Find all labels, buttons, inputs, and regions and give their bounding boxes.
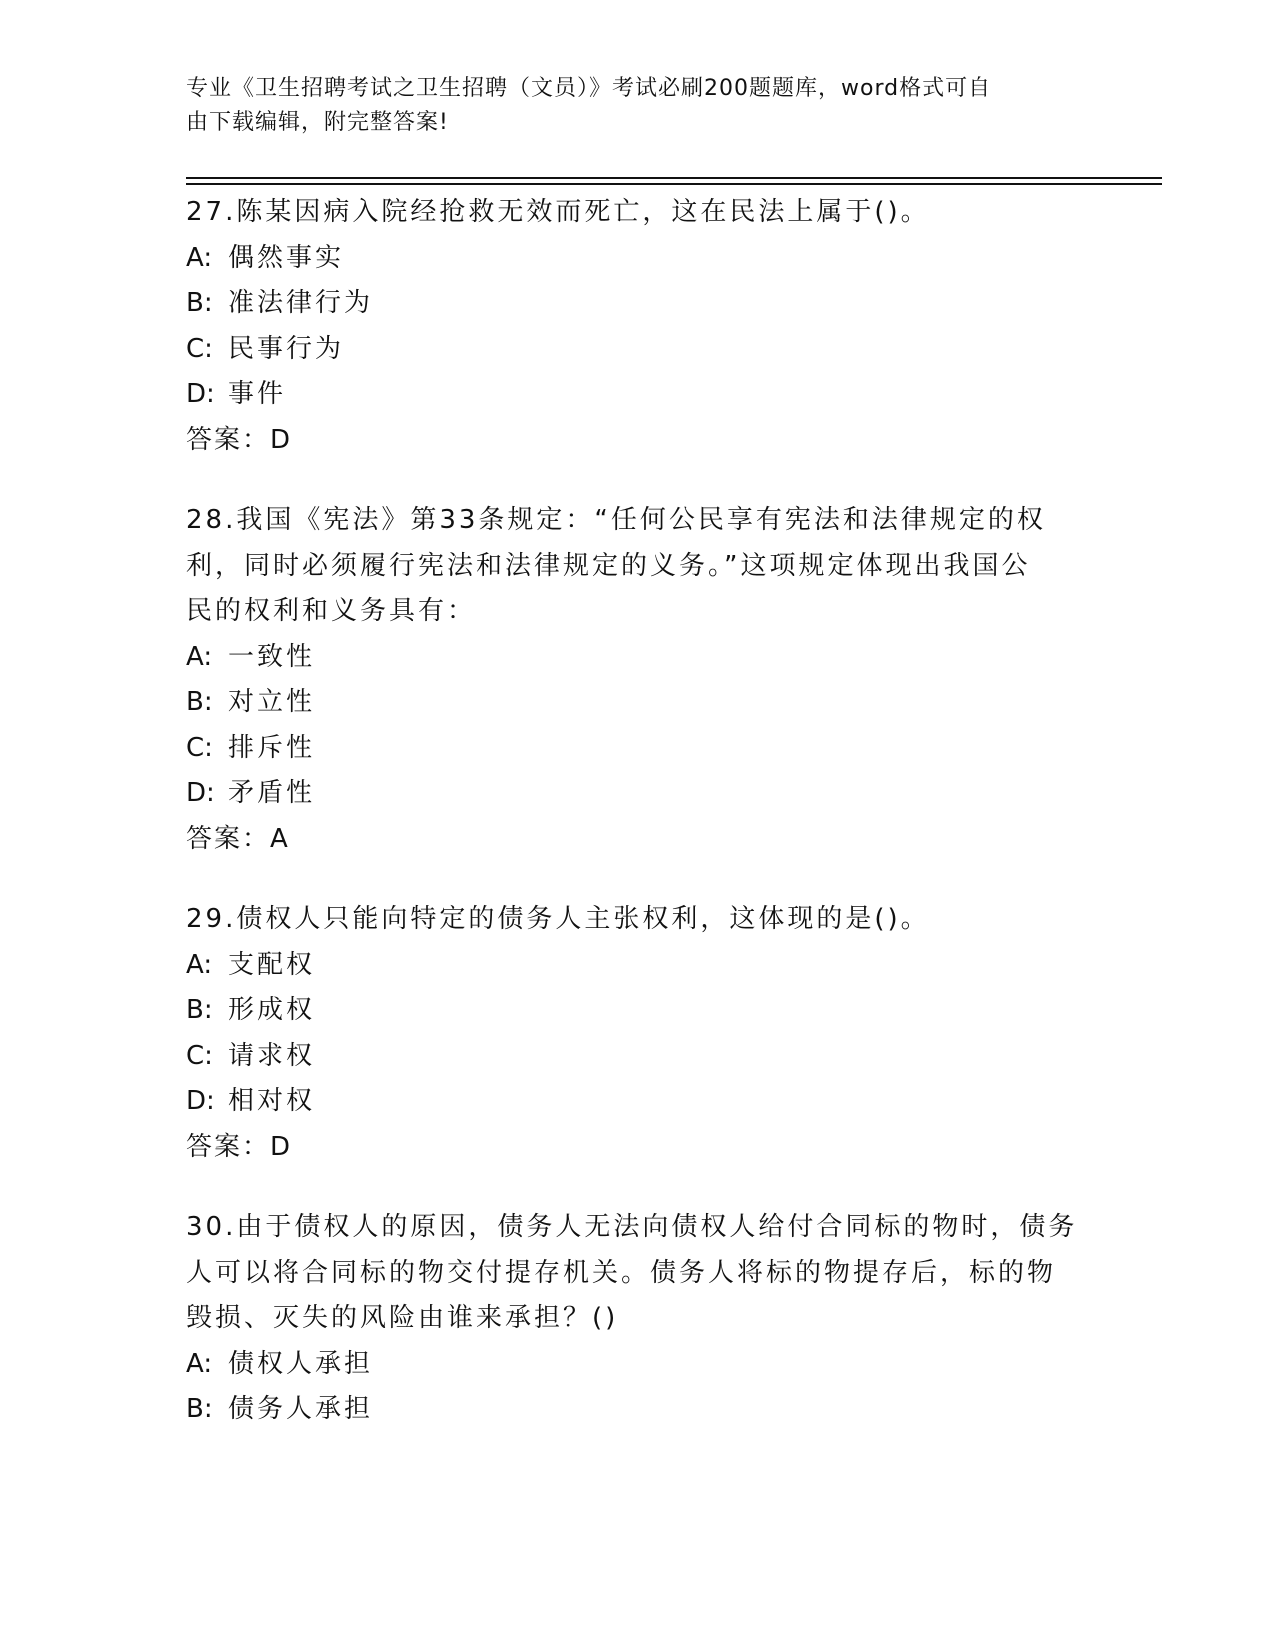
option-letter: B: [186,1394,213,1424]
answer-option [186,635,1086,681]
question-stem-line: 30.由于债权人的原因，债务人无法向债权人给付合同标的物时，债务 [186,1212,1078,1242]
option-letter: A: [186,1348,213,1379]
question-stem-line: 28.我国《宪法》第33条规定：“任何公民享有宪法和法律规定的权 [186,505,1046,535]
answer-key: 答案：D [186,1131,293,1162]
answer-option [186,1034,1086,1080]
option-text: 排斥性 [228,732,316,763]
option-text: 一致性 [228,641,316,672]
answer-option [186,1079,1086,1125]
option-letter: A: [186,949,213,980]
answer-key: 答案：D [186,424,293,455]
answer-option [186,236,1086,282]
answer-option [186,726,1086,772]
header-line-1: 专业《卫生招聘考试之卫生招聘（文员）》考试必刷200题题库，word格式可自 [186,76,992,101]
answer-option [186,327,1086,373]
question-block [186,190,1086,463]
header-divider-top [186,177,1162,179]
question-stem-line: 27.陈某因病入院经抢救无效而死亡，这在民法上属于()。 [186,197,930,227]
question-stem-line: 人可以将合同标的物交付提存机关。债务人将标的物提存后，标的物 [186,1257,1057,1288]
question-block [186,498,1086,862]
option-letter: D: [186,1086,215,1116]
header-divider-bottom [186,183,1162,185]
option-text: 请求权 [228,1040,316,1071]
answer-option [186,988,1086,1034]
answer-option [186,372,1086,418]
header-line-2: 由下载编辑，附完整答案! [186,110,449,135]
option-letter: C: [186,1040,213,1071]
option-text: 债权人承担 [228,1348,374,1379]
option-text: 形成权 [228,995,316,1025]
option-letter: C: [186,333,213,364]
option-letter: C: [186,732,213,763]
question-stem-line: 利，同时必须履行宪法和法律规定的义务。”这项规定体现出我国公 [186,550,1031,581]
option-letter: D: [186,379,215,409]
option-letter: A: [186,641,213,672]
document-header [186,72,1066,140]
answer-option [186,1342,1086,1388]
answer-option [186,943,1086,989]
option-letter: B: [186,288,213,318]
option-text: 矛盾性 [228,778,316,808]
question-list [186,190,1086,1468]
option-text: 事件 [228,379,287,409]
question-stem-line: 民的权利和义务具有： [186,596,477,626]
option-letter: A: [186,242,213,273]
answer-option [186,771,1086,817]
question-block [186,897,1086,1170]
answer-key: 答案：A [186,823,290,854]
answer-option [186,680,1086,726]
option-text: 相对权 [228,1086,316,1116]
option-letter: B: [186,995,213,1025]
option-text: 民事行为 [228,333,345,364]
question-block [186,1205,1086,1433]
option-text: 偶然事实 [228,242,345,273]
question-stem-line: 29.债权人只能向特定的债务人主张权利，这体现的是()。 [186,904,930,934]
answer-option [186,281,1086,327]
option-text: 债务人承担 [228,1394,374,1424]
option-text: 准法律行为 [228,288,374,318]
option-text: 支配权 [228,949,316,980]
option-text: 对立性 [228,687,316,717]
question-stem-line: 毁损、灭失的风险由谁来承担？() [186,1303,619,1333]
option-letter: D: [186,778,215,808]
option-letter: B: [186,687,213,717]
answer-option [186,1387,1086,1433]
